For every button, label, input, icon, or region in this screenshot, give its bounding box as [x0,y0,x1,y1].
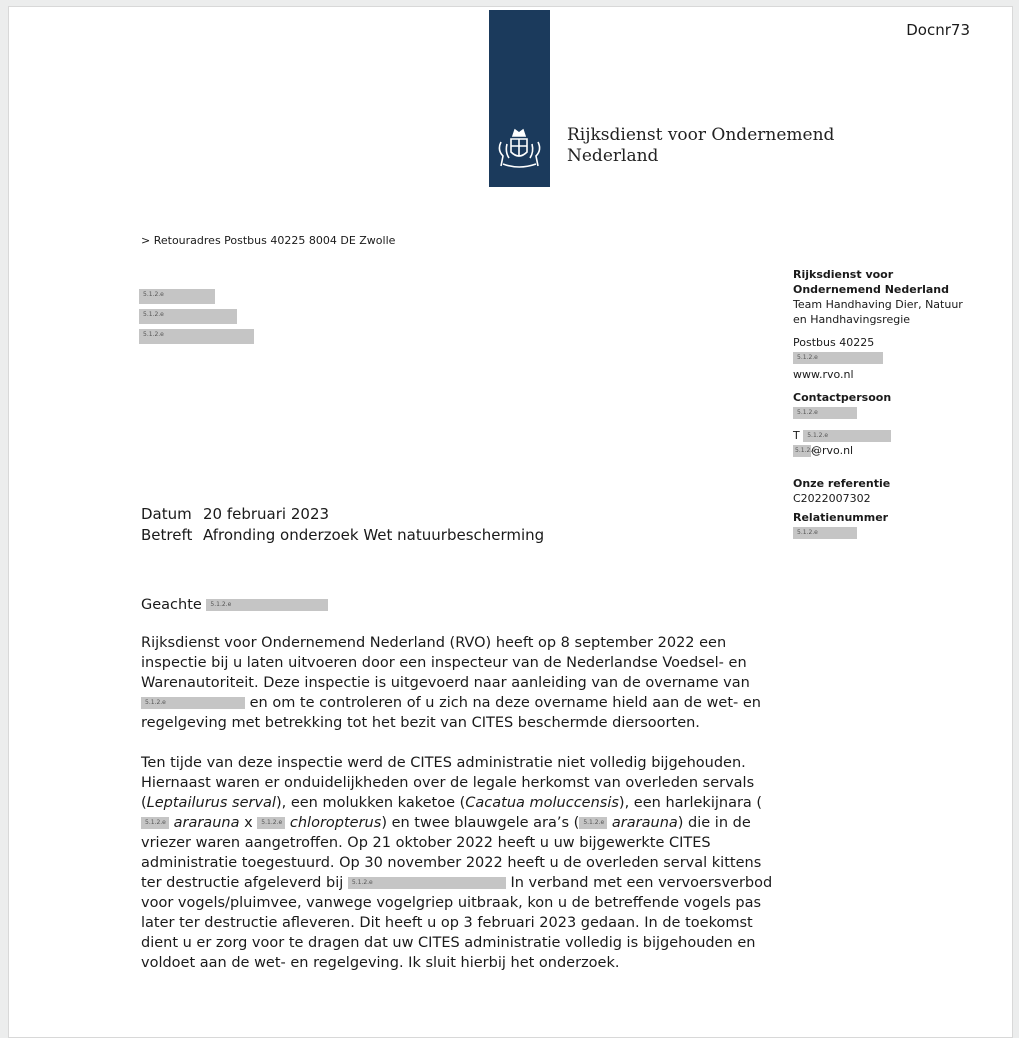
paragraph-text: In verband met een vervoersverbod voor vogels/pluimvee, vanwege vogelgriep uitbraak, kon u de betreffende vogels pas later ter destructie afleveren. Dit heeft u op 3 februari 2023 gedaan. In de toekomst dient u er zorg voor te dragen dat uw CITES administratie volledig is bijgehouden en voldoet aan de wet- en regelgeving. Ik sluit hierbij het onderzoek. [141,875,773,971]
logo-org-line-1: Rijksdienst voor Ondernemend [567,125,835,145]
redacted-recipient-name: 5.1.2.e [206,599,328,611]
relation-label: Relatienummer [793,511,889,524]
paragraph-text: Ten tijde van deze inspectie werd de CITES administratie niet volledig bijgehouden. Hiernaast waren er onduidelijkheden over de legale herkomst van overleden servals ( [141,755,755,811]
paragraph-1 [141,633,781,733]
redacted-postcode: 5.1.2.e [793,352,883,364]
species-name: ararauna [611,815,678,831]
paragraph-text: ), een harlekijnara ( [618,795,763,811]
paragraph-text: ), een molukken kaketoe ( [275,795,466,811]
reference-label: Onze referentie [793,477,891,490]
species-name: Cacatua moluccensis [465,795,619,811]
return-address: > Retouradres Postbus 40225 8004 DE Zwolle [141,234,396,247]
redacted-destruction-company: 5.1.2.e [348,877,506,889]
sidebar-team: en Handhavingsregie [793,313,911,326]
subject-label: Betreft [141,526,193,544]
sidebar-org-name: Ondernemend Nederland [793,283,950,296]
redacted-contact-name: 5.1.2.e [793,407,857,419]
email-domain: @rvo.nl [811,444,854,457]
sidebar-team: Team Handhaving Dier, Natuur [793,298,963,311]
phone-prefix: T [793,429,800,442]
greeting-text: Geachte [141,597,202,613]
paragraph-text: ) die in de vriezer waren aangetroffen. Op 21 oktober 2022 heeft u uw bijgewerkte CITES administratie toegestuurd. Op 30 november 2022 heeft u de overleden serval kittens ter destructie afgeleverd bij [141,815,762,891]
redacted-address-line: 5.1.2.e [139,289,215,304]
redacted-address-line: 5.1.2.e [139,329,254,344]
species-name: ararauna [173,815,240,831]
sidebar-org-name: Rijksdienst voor [793,268,894,281]
redacted-genus: 5.1.2.e [257,817,285,829]
greeting [141,595,781,615]
royal-crest-icon [493,122,546,174]
logo-org-line-2: Nederland [567,146,659,166]
paragraph-text: Rijksdienst voor Ondernemend Nederland (RVO) heeft op 8 september 2022 een inspectie bij u laten uitvoeren door een inspecteur van de Nederlandse Voedsel- en Warenautoriteit. Deze inspectie is uitgevoerd naar aanleiding van de overname van [141,635,750,691]
logo-band [489,10,550,187]
redacted-email-user: 5.1.2.e [793,445,811,457]
paragraph-2 [141,753,781,973]
species-name: chloropterus [289,815,382,831]
logo-organization-name [567,125,834,167]
subject-value: Afronding onderzoek Wet natuurbescherming [203,526,545,544]
letter-page [8,6,1013,1038]
sidebar-postbus: Postbus 40225 [793,336,875,349]
sender-sidebar [793,267,963,540]
redacted-relation-number: 5.1.2.e [793,527,857,539]
redacted-phone: 5.1.2.e [803,430,891,442]
redacted-genus: 5.1.2.e [141,817,169,829]
redacted-genus: 5.1.2.e [579,817,607,829]
redacted-address-line: 5.1.2.e [139,309,237,324]
letter-meta [141,504,544,546]
redacted-previous-owner: 5.1.2.e [141,697,245,709]
paragraph-text: en om te controleren of u zich na deze overname hield aan de wet- en regelgeving met betrekking tot het bezit van CITES beschermde diersoorten. [141,695,761,731]
paragraph-text: x [239,815,258,831]
date-label: Datum [141,505,192,523]
letter-body [141,595,781,993]
paragraph-text: ) en twee blauwgele ara’s ( [381,815,580,831]
species-name: Leptailurus serval [146,795,276,811]
date-value: 20 februari 2023 [203,505,330,523]
document-number: Docnr73 [906,21,970,39]
contact-label: Contactpersoon [793,391,892,404]
reference-value: C2022007302 [793,492,871,505]
sidebar-website: www.rvo.nl [793,368,854,381]
